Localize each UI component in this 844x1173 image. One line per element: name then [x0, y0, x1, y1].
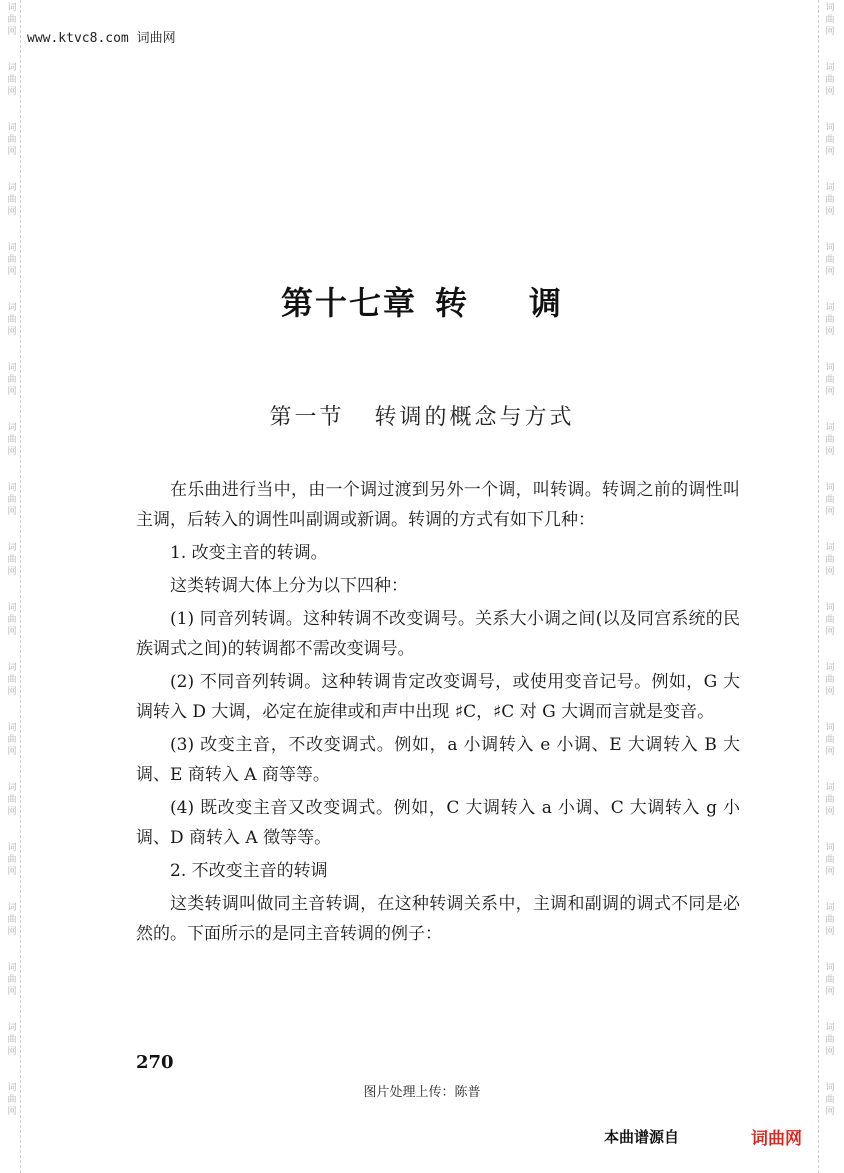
- paragraph-four-types: 这类转调大体上分为以下四种：: [170, 576, 408, 596]
- watermark-char: 网: [7, 147, 17, 157]
- watermark-char: 词: [825, 63, 835, 73]
- body-text: [136, 475, 740, 952]
- watermark-char: 词: [825, 1023, 835, 1033]
- paragraph-heading-2: 2. 不改变主音的转调: [170, 861, 328, 881]
- chapter-title-char-2: 调: [529, 284, 564, 322]
- watermark-char: 词: [7, 183, 17, 193]
- watermark-unit: [7, 1020, 16, 1080]
- watermark-char: 网: [7, 1107, 17, 1117]
- watermark-unit: [7, 660, 16, 720]
- watermark-char: 曲: [7, 1035, 17, 1045]
- watermark-char: 网: [825, 507, 835, 517]
- watermark-char: 词: [7, 423, 17, 433]
- watermark-unit: [825, 1020, 834, 1080]
- watermark-char: 曲: [825, 615, 835, 625]
- watermark-char: 词: [7, 963, 17, 973]
- page-number: 270: [136, 1052, 174, 1073]
- watermark-char: 词: [7, 663, 17, 673]
- watermark-char: 曲: [825, 75, 835, 85]
- watermark-char: 词: [825, 963, 835, 973]
- watermark-char: 词: [7, 123, 17, 133]
- watermark-unit: [825, 120, 834, 180]
- watermark-char: 曲: [7, 795, 17, 805]
- watermark-char: 词: [7, 903, 17, 913]
- watermark-char: 曲: [825, 375, 835, 385]
- footer-brand-link[interactable]: 词曲网: [751, 1129, 802, 1149]
- paragraph-heading-1: 1. 改变主音的转调。: [170, 543, 328, 563]
- watermark-char: 网: [825, 267, 835, 277]
- watermark-char: 词: [7, 783, 17, 793]
- watermark-char: 网: [7, 327, 17, 337]
- watermark-char: 曲: [7, 315, 17, 325]
- watermark-unit: [7, 0, 16, 60]
- right-dashed-guide: [818, 0, 819, 1173]
- watermark-unit: [825, 840, 834, 900]
- watermark-char: 词: [7, 63, 17, 73]
- watermark-char: 网: [825, 987, 835, 997]
- watermark-unit: [825, 900, 834, 960]
- watermark-char: 词: [825, 783, 835, 793]
- watermark-char: 词: [7, 843, 17, 853]
- watermark-char: 网: [825, 387, 835, 397]
- footer-source-label: 本曲谱源自: [604, 1128, 680, 1146]
- watermark-char: 网: [825, 147, 835, 157]
- watermark-char: 曲: [825, 315, 835, 325]
- watermark-char: 网: [7, 267, 17, 277]
- watermark-char: 曲: [825, 855, 835, 865]
- watermark-char: 词: [825, 843, 835, 853]
- watermark-unit: [7, 960, 16, 1020]
- watermark-char: 曲: [825, 495, 835, 505]
- watermark-char: 网: [825, 87, 835, 97]
- watermark-char: 词: [825, 3, 835, 13]
- watermark-char: 网: [825, 627, 835, 637]
- watermark-char: 网: [7, 1047, 17, 1057]
- paragraph-type-4: (4) 既改变主音又改变调式。例如，C 大调转入 a 小调、C 大调转入 g 小调、D 商转入 A 徵等等。: [136, 798, 740, 848]
- watermark-unit: [825, 780, 834, 840]
- watermark-char: 曲: [825, 1035, 835, 1045]
- watermark-unit: [825, 960, 834, 1020]
- watermark-char: 曲: [7, 975, 17, 985]
- watermark-char: 词: [825, 543, 835, 553]
- watermark-char: 网: [825, 27, 835, 37]
- watermark-char: 词: [825, 483, 835, 493]
- section-heading: 转调的概念与方式: [374, 405, 575, 430]
- watermark-char: 曲: [7, 615, 17, 625]
- watermark-unit: [825, 720, 834, 780]
- watermark-char: 网: [7, 447, 17, 457]
- watermark-unit: [7, 480, 16, 540]
- watermark-char: 曲: [825, 255, 835, 265]
- watermark-char: 曲: [7, 75, 17, 85]
- watermark-char: 网: [7, 207, 17, 217]
- watermark-char: 网: [825, 927, 835, 937]
- watermark-char: 曲: [7, 675, 17, 685]
- watermark-char: 词: [7, 303, 17, 313]
- watermark-char: 曲: [7, 495, 17, 505]
- watermark-char: 曲: [825, 1095, 835, 1105]
- watermark-char: 曲: [825, 435, 835, 445]
- watermark-char: 词: [7, 3, 17, 13]
- watermark-char: 网: [7, 927, 17, 937]
- watermark-char: 网: [825, 447, 835, 457]
- watermark-char: 词: [825, 723, 835, 733]
- watermark-unit: [7, 900, 16, 960]
- watermark-unit: [825, 0, 834, 60]
- watermark-char: 网: [825, 327, 835, 337]
- left-watermark-strip: [2, 0, 22, 1173]
- watermark-char: 曲: [825, 135, 835, 145]
- watermark-unit: [825, 60, 834, 120]
- watermark-char: 曲: [7, 375, 17, 385]
- watermark-char: 词: [7, 363, 17, 373]
- watermark-unit: [825, 660, 834, 720]
- watermark-char: 网: [7, 867, 17, 877]
- watermark-char: 曲: [7, 195, 17, 205]
- watermark-char: 词: [825, 1083, 835, 1093]
- watermark-unit: [7, 720, 16, 780]
- watermark-unit: [7, 180, 16, 240]
- watermark-char: 网: [825, 867, 835, 877]
- watermark-char: 网: [7, 807, 17, 817]
- watermark-char: 词: [825, 123, 835, 133]
- watermark-char: 网: [7, 27, 17, 37]
- watermark-char: 曲: [825, 735, 835, 745]
- watermark-char: 曲: [7, 15, 17, 25]
- watermark-char: 词: [7, 543, 17, 553]
- watermark-char: 词: [7, 723, 17, 733]
- watermark-unit: [7, 600, 16, 660]
- watermark-char: 曲: [825, 675, 835, 685]
- watermark-char: 网: [825, 807, 835, 817]
- watermark-unit: [825, 480, 834, 540]
- watermark-char: 网: [825, 207, 835, 217]
- watermark-char: 网: [7, 747, 17, 757]
- watermark-char: 词: [825, 303, 835, 313]
- chapter-title: [0, 278, 844, 324]
- watermark-char: 词: [7, 243, 17, 253]
- paragraph-intro: 在乐曲进行当中，由一个调过渡到另外一个调，叫转调。转调之前的调性叫主调，后转入的调性叫副调或新调。转调的方式有如下几种：: [136, 480, 740, 530]
- paragraph-type-2: (2) 不同音列转调。这种转调肯定改变调号，或使用变音记号。例如，G 大调转入 D 大调，必定在旋律或和声中出现 ♯C，♯C 对 G 大调而言就是变音。: [136, 672, 740, 722]
- watermark-char: 词: [825, 423, 835, 433]
- watermark-char: 词: [7, 603, 17, 613]
- watermark-char: 网: [7, 387, 17, 397]
- watermark-char: 网: [7, 687, 17, 697]
- watermark-char: 词: [825, 363, 835, 373]
- watermark-char: 网: [7, 567, 17, 577]
- watermark-char: 曲: [825, 795, 835, 805]
- watermark-char: 网: [825, 1047, 835, 1057]
- watermark-char: 曲: [7, 435, 17, 445]
- watermark-char: 网: [825, 747, 835, 757]
- watermark-char: 曲: [825, 15, 835, 25]
- watermark-unit: [825, 180, 834, 240]
- watermark-unit: [7, 540, 16, 600]
- watermark-char: 曲: [825, 915, 835, 925]
- watermark-unit: [7, 120, 16, 180]
- right-watermark-strip: [820, 0, 840, 1173]
- watermark-char: 曲: [7, 255, 17, 265]
- watermark-char: 曲: [7, 135, 17, 145]
- chapter-number: 第十七章: [280, 284, 417, 322]
- watermark-unit: [7, 60, 16, 120]
- watermark-char: 词: [825, 903, 835, 913]
- watermark-char: 曲: [7, 915, 17, 925]
- watermark-char: 曲: [7, 1095, 17, 1105]
- watermark-char: 网: [825, 567, 835, 577]
- watermark-char: 词: [7, 483, 17, 493]
- watermark-char: 词: [7, 1083, 17, 1093]
- section-number: 第一节: [269, 405, 345, 430]
- paragraph-type-1: (1) 同音列转调。这种转调不改变调号。关系大小调之间(以及同宫系统的民族调式之间)的转调都不需改变调号。: [136, 609, 740, 659]
- watermark-char: 词: [825, 183, 835, 193]
- watermark-char: 词: [825, 603, 835, 613]
- watermark-char: 网: [7, 627, 17, 637]
- watermark-char: 曲: [7, 735, 17, 745]
- paragraph-type-3: (3) 改变主音，不改变调式。例如，a 小调转入 e 小调、E 大调转入 B 大调、E 商转入 A 商等等。: [136, 735, 740, 785]
- watermark-char: 词: [825, 663, 835, 673]
- watermark-unit: [7, 780, 16, 840]
- watermark-char: 曲: [825, 195, 835, 205]
- uploader-credit: 图片处理上传：陈普: [363, 1085, 481, 1100]
- section-title: [0, 400, 844, 431]
- watermark-unit: [825, 540, 834, 600]
- watermark-unit: [7, 840, 16, 900]
- site-url-header[interactable]: www.ktvc8.com 词曲网: [27, 31, 176, 46]
- watermark-char: 网: [825, 687, 835, 697]
- paragraph-same-tonic: 这类转调叫做同主音转调，在这种转调关系中，主调和副调的调式不同是必然的。下面所示的是同主音转调的例子：: [136, 894, 740, 944]
- watermark-char: 曲: [825, 555, 835, 565]
- watermark-char: 网: [7, 87, 17, 97]
- watermark-char: 网: [7, 507, 17, 517]
- watermark-unit: [825, 600, 834, 660]
- watermark-char: 曲: [7, 855, 17, 865]
- watermark-char: 词: [7, 1023, 17, 1033]
- watermark-char: 网: [7, 987, 17, 997]
- watermark-char: 词: [825, 243, 835, 253]
- watermark-char: 曲: [7, 555, 17, 565]
- chapter-title-char-1: 转: [434, 284, 469, 322]
- watermark-char: 曲: [825, 975, 835, 985]
- watermark-char: 网: [825, 1107, 835, 1117]
